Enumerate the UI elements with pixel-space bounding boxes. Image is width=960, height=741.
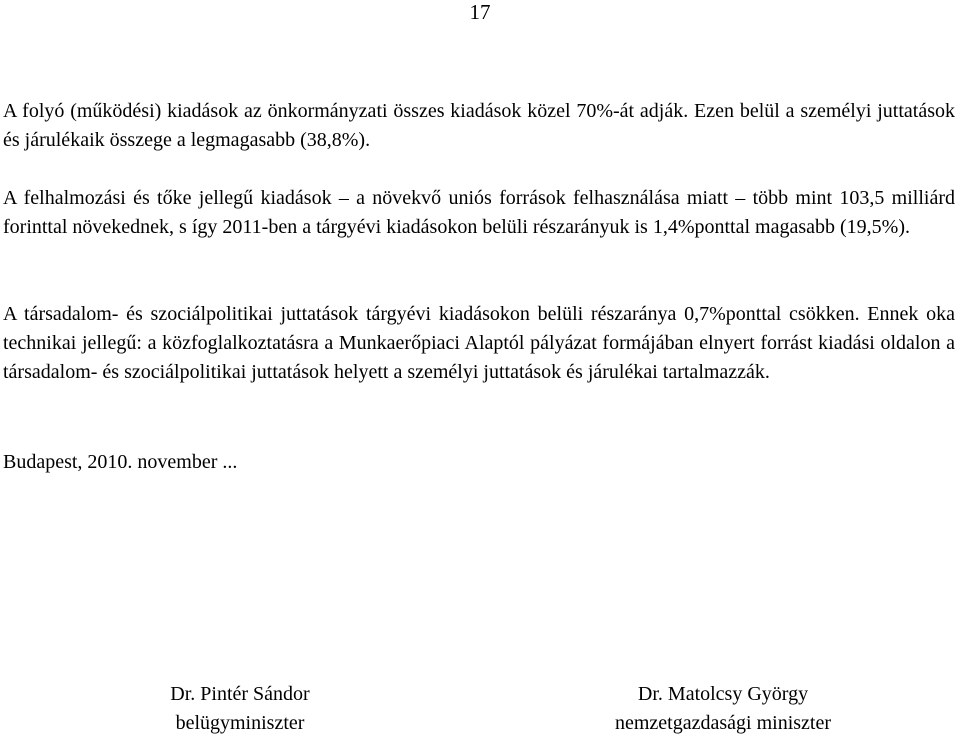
place-and-date: Budapest, 2010. november ... (3, 451, 238, 473)
signatory-title: nemzetgazdasági miniszter (614, 712, 831, 734)
signatory-title: belügyminiszter (175, 712, 305, 734)
page-number: 17 (469, 0, 491, 24)
signature-block-interior-minister (105, 680, 375, 738)
signatory-name: Dr. Pintér Sándor (170, 683, 310, 705)
paragraph-operating-expenses: A folyó (működési) kiadások az önkormányzati összes kiadások közel 70%-át adják. Ezen belül a személyi juttatások és járulékaik összege a legmagasabb (38,8%). (3, 100, 955, 151)
paragraph-capital-expenses: A felhalmozási és tőke jellegű kiadások – a növekvő uniós források felhasználása miatt – több mint 103,5 milliárd forinttal növekednek, s így 2011-ben a tárgyévi kiadásokon belüli részarányuk is 1,4%ponttal magasabb (19,5%). (3, 187, 955, 238)
signature-block-economy-minister (578, 680, 868, 738)
paragraph-social-expenses: A társadalom- és szociálpolitikai juttatások tárgyévi kiadásokon belüli részaránya 0,7%ponttal csökken. Ennek oka technikai jellegű: a közfoglalkoztatásra a Munkaerőpiaci Alaptól pályázat formájában elnyert forrást kiadási oldalon a társadalom- és szociálpolitikai juttatások helyett a személyi juttatások és járulékai tartalmazzák. (3, 303, 955, 383)
signatory-name: Dr. Matolcsy György (637, 683, 809, 705)
